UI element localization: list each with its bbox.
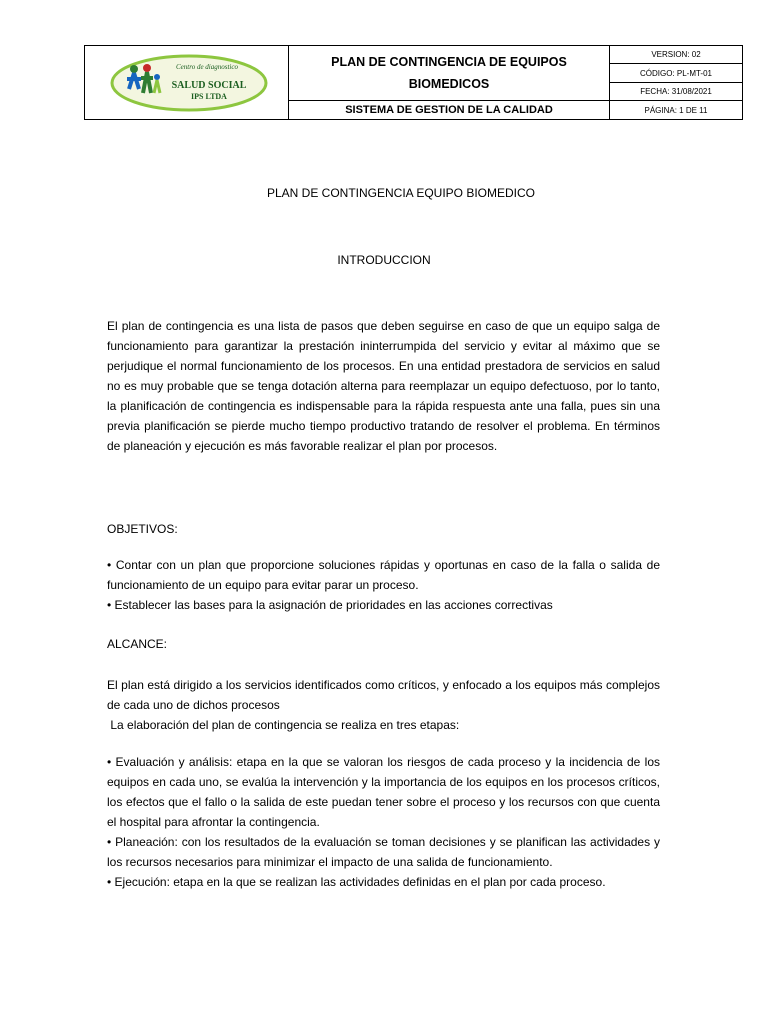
logo-cell <box>85 46 289 119</box>
version-field: VERSION: 02 <box>610 46 742 64</box>
objective-item: • Establecer las bases para la asignación de prioridades en las acciones correctivas <box>107 598 553 612</box>
svg-text:IPS LTDA: IPS LTDA <box>191 92 227 101</box>
objectives-heading: OBJETIVOS: <box>107 522 178 536</box>
scope-stages-intro: La elaboración del plan de contingencia se realiza en tres etapas: <box>107 718 460 732</box>
document-header <box>84 45 743 120</box>
objective-item: • Contar con un plan que proporcione soluciones rápidas y oportunas en caso de la falla o salida de funcionamiento de un equipo para evitar parar un proceso. <box>107 558 660 592</box>
stage-item: • Planeación: con los resultados de la evaluación se toman decisiones y se planifican las actividades y los recursos necesarios para minimizar el impacto de una salida de funcionamiento. <box>107 835 660 869</box>
header-title-cell <box>289 46 610 101</box>
stages-list <box>107 752 660 892</box>
fecha-field: FECHA: 31/08/2021 <box>610 83 742 101</box>
header-title: PLAN DE CONTINGENCIA DE EQUIPOS BIOMEDICOS <box>331 55 567 91</box>
scope-heading: ALCANCE: <box>107 637 168 651</box>
header-subtitle: SISTEMA DE GESTION DE LA CALIDAD <box>345 104 553 116</box>
intro-heading: INTRODUCCION <box>337 253 431 267</box>
objectives-list <box>107 555 660 615</box>
header-subtitle-cell <box>289 101 610 119</box>
stage-item: • Evaluación y análisis: etapa en la que se valoran los riesgos de cada proceso y la incidencia de los equipos en cada uno, se evalúa la intervención y la importancia de los equipos en los procesos críticos, los efectos que el fallo o la salida de este puedan tener sobre el proceso y los recursos con que cuenta el hospital para afrontar la contingencia. <box>107 755 660 829</box>
scope-paragraph: El plan está dirigido a los servicios identificados como críticos, y enfocado a los equipos más complejos de cada uno de dichos procesos La elaboración del plan de contingencia se realiza en tres etapas: <box>107 675 660 735</box>
svg-text:SALUD SOCIAL: SALUD SOCIAL <box>171 80 247 91</box>
company-logo <box>109 53 269 113</box>
pagina-field: PÁGINA: 1 DE 11 <box>644 105 708 115</box>
stage-item: • Ejecución: etapa en la que se realizan las actividades definidas en el plan por cada proceso. <box>107 875 606 889</box>
svg-text:Centro de diagnostico: Centro de diagnostico <box>176 63 238 71</box>
intro-paragraph: El plan de contingencia es una lista de pasos que deben seguirse en caso de que un equipo salga de funcionamiento para garantizar la prestación ininterrumpida del servicio y evitar al máximo que se perjudique el normal funcionamiento de los procesos. En una entidad prestadora de servicios en salud no es muy probable que se tenga dotación alterna para reemplazar un equipo defectuoso, por lo tanto, la planificación de contingencia es indispensable para la rápida respuesta ante una falla, pues sin una previa planificación se pierde mucho tiempo productivo tratando de resolver el problema. En términos de planeación y ejecución es más favorable realizar el plan por procesos. <box>107 319 660 453</box>
codigo-field: CÓDIGO: PL-MT-01 <box>610 64 742 83</box>
document-title: PLAN DE CONTINGENCIA EQUIPO BIOMEDICO <box>266 186 536 200</box>
